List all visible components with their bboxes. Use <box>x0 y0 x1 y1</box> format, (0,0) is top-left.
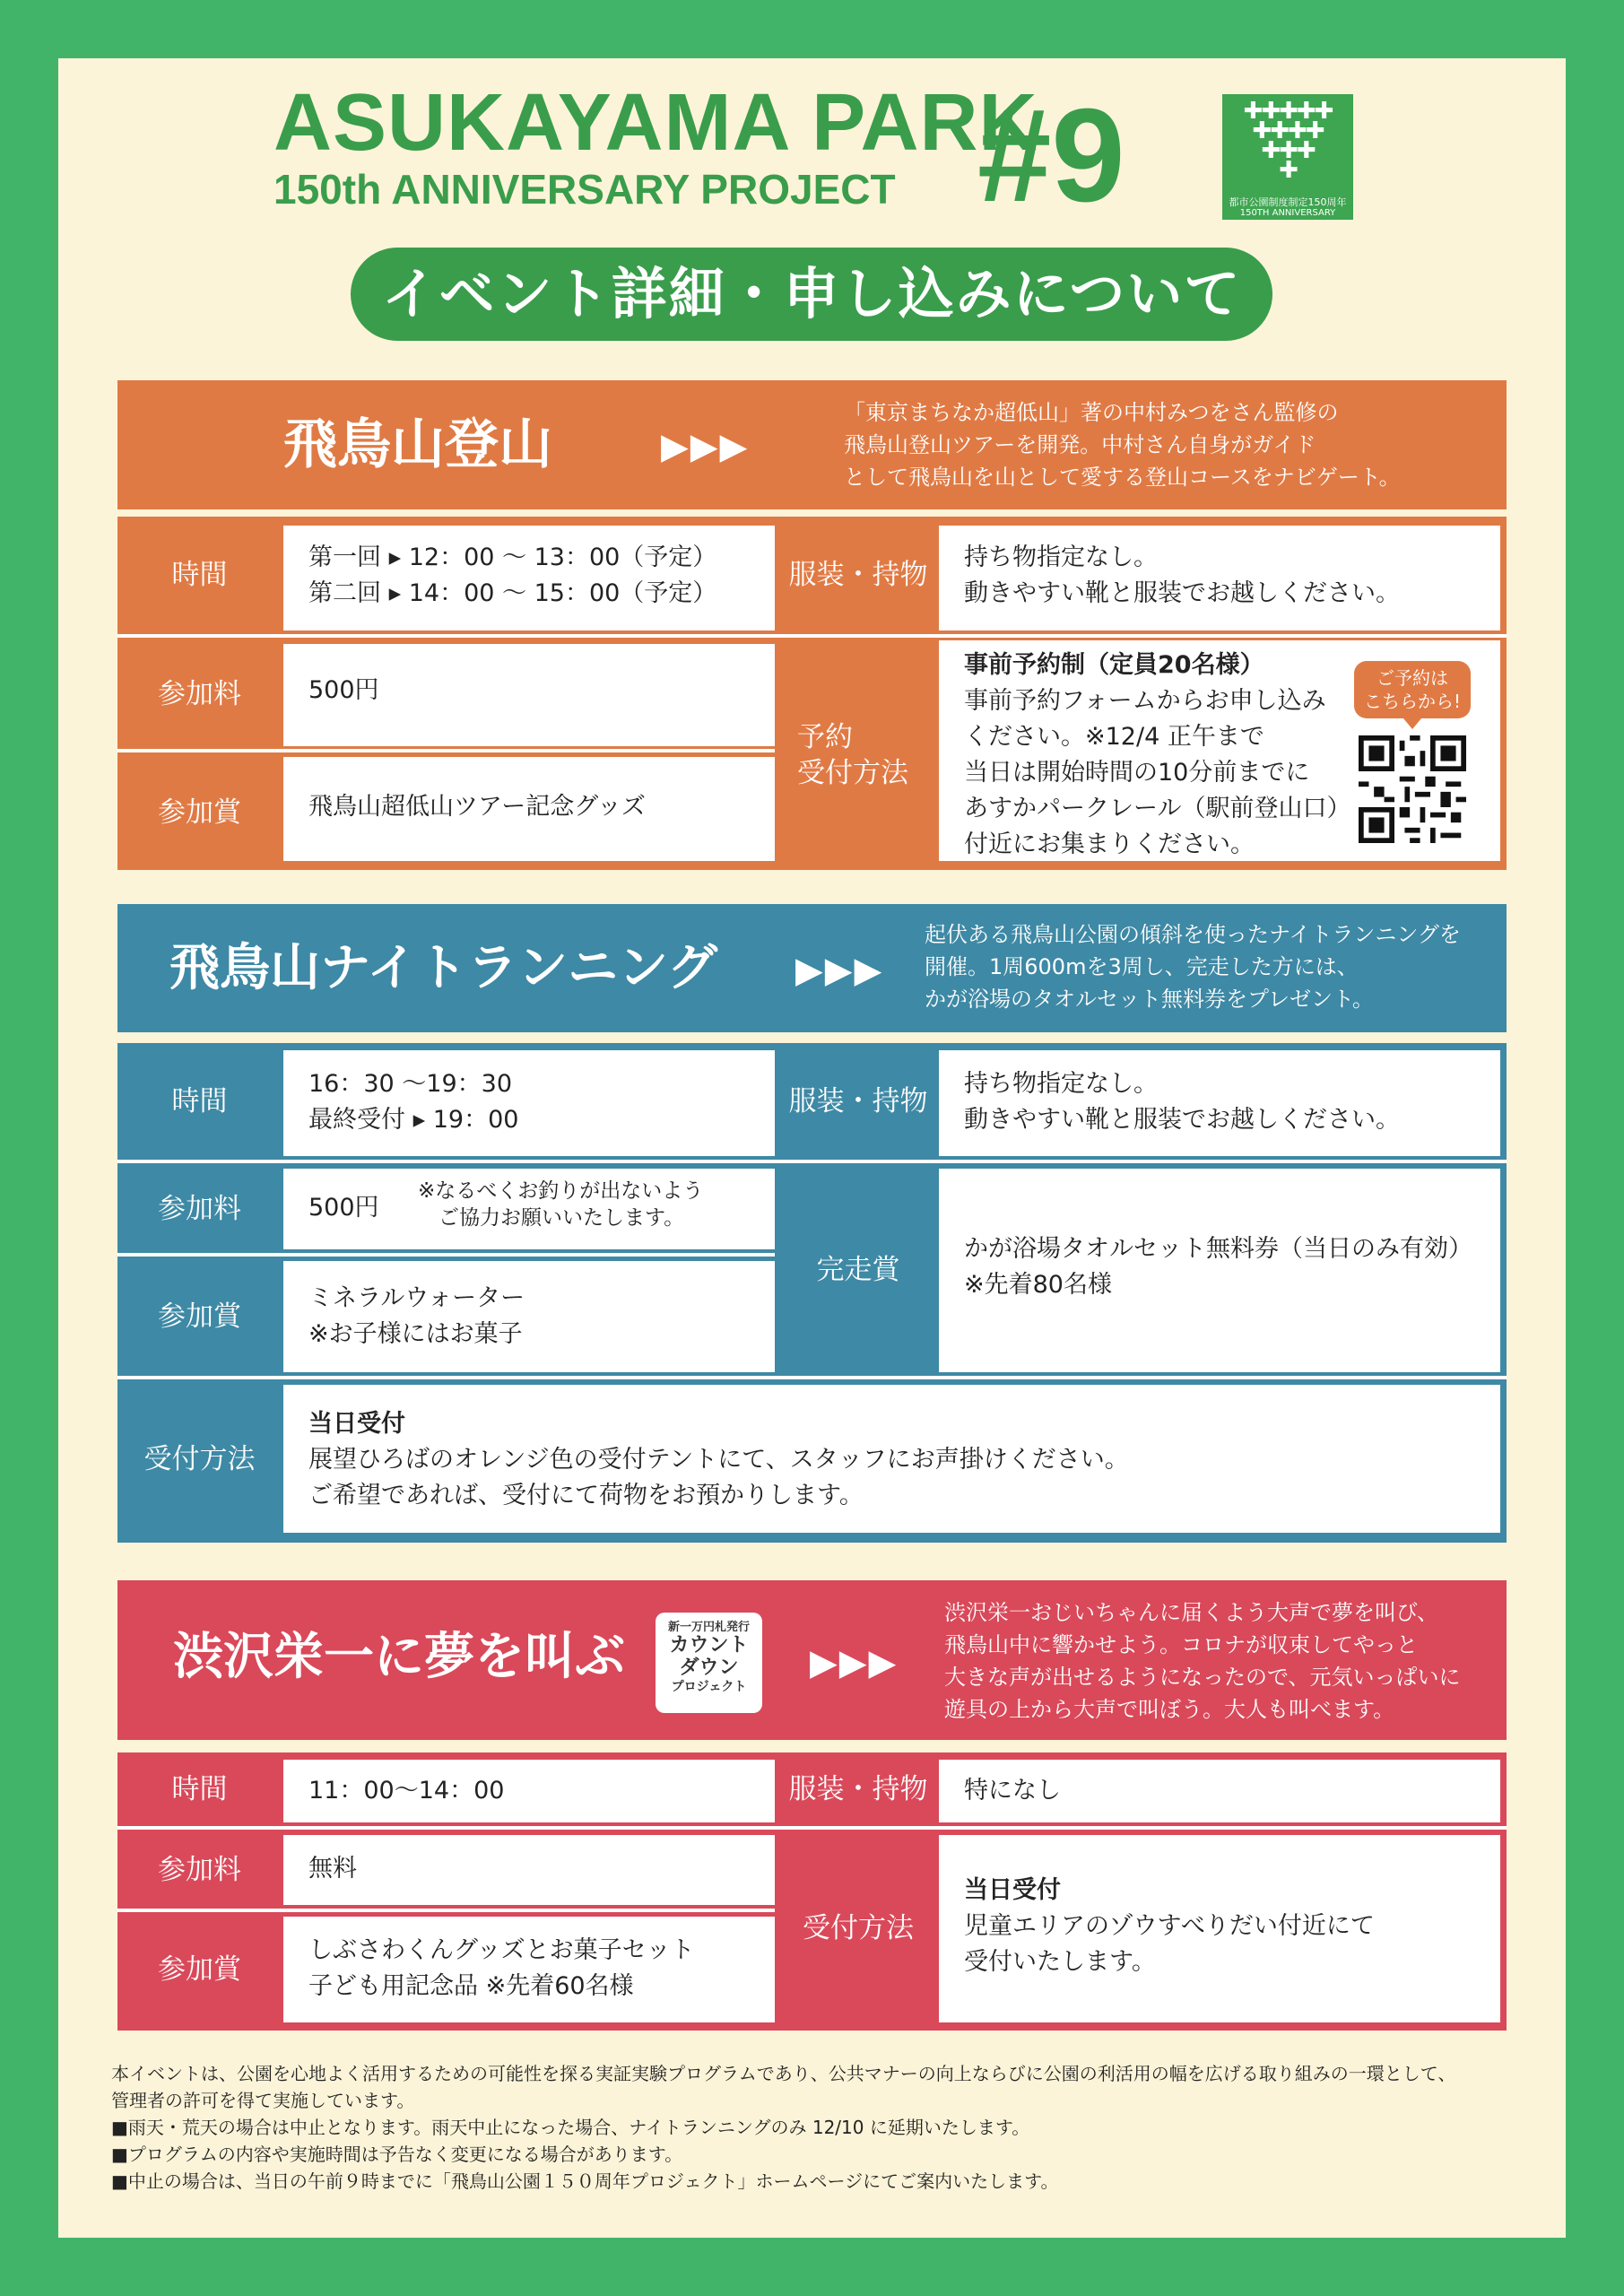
note-line: 本イベントは、公園を心地よく活用するための可能性を探る実証実験プログラムであり、公共マナーの向上ならびに公園の利活用の幅を広げる取り組みの一環として、 <box>111 2063 1456 2084</box>
note-line: ■プログラムの内容や実施時間は予告なく変更になる場合があります。 <box>111 2144 683 2165</box>
row-divider <box>117 634 1507 638</box>
dress-label: 服装・持物 <box>788 559 928 591</box>
row-divider <box>117 1253 775 1257</box>
cross-pattern-icon: ✚✚✚✚✚ ✚✚✚✚ ✚✚✚ ✚ <box>1243 98 1333 184</box>
time-value: 第一回 ▸ 12：00 〜 13：00（予定） 第二回 ▸ 14：00 〜 15：00（予定） <box>283 526 775 631</box>
project-subtitle: 150th ANNIVERSARY PROJECT <box>274 166 896 213</box>
prize-value: ミネラルウォーター ※お子様にはお菓子 <box>283 1261 775 1372</box>
arrow-right-icon: ▶▶▶ <box>661 426 750 467</box>
row-divider <box>117 749 775 752</box>
countdown-project-logo: 新一万円札発行 カウント ダウン プロジェクト <box>656 1613 762 1713</box>
fee-label: 参加料 <box>158 1854 241 1886</box>
prize-label: 参加賞 <box>158 1300 241 1333</box>
finish-value: かが浴場タオルセット無料券（当日のみ有効） ※先着80名様 <box>939 1169 1500 1372</box>
fee-label: 参加料 <box>158 678 241 710</box>
note-line: ■中止の場合は、当日の午前９時までに「飛鳥山公園１５０周年プロジェクト」ホームページにてご案内いたします。 <box>111 2170 1059 2192</box>
dress-label: 服装・持物 <box>788 1085 928 1118</box>
dress-label: 服装・持物 <box>788 1773 928 1805</box>
row-divider <box>117 1376 1507 1379</box>
time-label: 時間 <box>171 559 228 591</box>
logo-text-en: 150TH ANNIVERSARY <box>1239 208 1336 218</box>
event-header-night-running <box>117 904 1507 1032</box>
issue-number: #9 <box>977 82 1125 230</box>
dress-value: 特になし <box>939 1760 1500 1822</box>
time-value: 16：30 〜19：30 最終受付 ▸ 19：00 <box>283 1050 775 1156</box>
dress-value: 持ち物指定なし。 動きやすい靴と服装でお越しください。 <box>939 1050 1500 1156</box>
event-description: 渋沢栄一おじいちゃんに届くよう大声で夢を叫び、 飛鳥山中に響かせよう。コロナが収束してやっと 大きな声が出せるようになったので、元気いっぱいに 遊具の上から大声で叫ぼう。大人も叫べます。 <box>944 1600 1461 1722</box>
reserve-label: 予約 受付方法 <box>797 721 908 789</box>
event-header-climbing <box>117 380 1507 509</box>
row-divider <box>117 1909 775 1912</box>
event-table-night-running <box>117 1043 1507 1543</box>
note-line: ■雨天・荒天の場合は中止となります。雨天中止になった場合、ナイトランニングのみ 12/10 に延期いたします。 <box>111 2117 1030 2138</box>
reserve-value: 事前予約制（定員20名様） 事前予約フォームからお申し込み ください。※12/4 正午まで 当日は開始時間の10分前までに あすかパークレール（駅前登山口） 付近にお集まりください。 <box>939 640 1500 861</box>
footer-notes <box>111 2060 1519 2195</box>
arrow-right-icon: ▶▶▶ <box>810 1642 899 1683</box>
recv-value: 当日受付 展望ひろばのオレンジ色の受付テントにて、スタッフにお声掛けください。 ご希望であれば、受付にて荷物をお預かりします。 <box>283 1385 1500 1533</box>
arrow-right-icon: ▶▶▶ <box>795 950 884 991</box>
note-line: 管理者の許可を得て実施しています。 <box>111 2090 415 2111</box>
recv-label: 受付方法 <box>803 1912 914 1944</box>
park-title: ASUKAYAMA PARK <box>274 78 1038 168</box>
event-title: 飛鳥山ナイトランニング <box>169 939 717 997</box>
row-divider <box>117 1826 1507 1830</box>
anniversary-logo <box>1222 94 1353 220</box>
time-value: 11：00〜14：00 <box>283 1760 775 1822</box>
event-header-shout-dream <box>117 1580 1507 1740</box>
prize-label: 参加賞 <box>158 1953 241 1986</box>
time-label: 時間 <box>171 1085 228 1118</box>
finish-label: 完走賞 <box>816 1254 900 1286</box>
event-table-climbing <box>117 517 1507 870</box>
event-description: 起伏ある飛鳥山公園の傾斜を使ったナイトランニングを 開催。1周600mを3周し、完走した方には、 かが浴場のタオルセット無料券をプレゼント。 <box>925 922 1461 1012</box>
recv-label: 受付方法 <box>143 1443 256 1475</box>
section-banner: イベント詳細・申し込みについて <box>351 248 1272 341</box>
dress-value: 持ち物指定なし。 動きやすい靴と服装でお越しください。 <box>939 526 1500 631</box>
event-description: 「東京まちなか超低山」著の中村みつをさん監修の 飛鳥山登山ツアーを開発。中村さん自身がガイド として飛鳥山を山として愛する登山コースをナビゲート。 <box>844 400 1401 490</box>
fee-value: 無料 <box>283 1835 775 1905</box>
prize-value: 飛鳥山超低山ツアー記念グッズ <box>283 757 775 861</box>
event-title: 渋沢栄一に夢を叫ぶ <box>173 1628 625 1686</box>
time-label: 時間 <box>171 1773 228 1805</box>
fee-label: 参加料 <box>158 1193 241 1225</box>
fee-value: 500円 <box>283 644 775 746</box>
prize-label: 参加賞 <box>158 796 241 829</box>
prize-value: しぶさわくんグッズとお菓子セット 子ども用記念品 ※先着60名様 <box>283 1917 775 2022</box>
event-table-shout-dream <box>117 1752 1507 2031</box>
qr-code-icon[interactable] <box>1359 735 1466 843</box>
logo-text-jp: 都市公園制度制定150周年 <box>1229 196 1347 208</box>
reserve-here-badge: ご予約は こちらから! <box>1354 661 1471 718</box>
event-title: 飛鳥山登山 <box>283 413 552 476</box>
row-divider <box>117 1160 1507 1163</box>
recv-value: 当日受付 児童エリアのゾウすべりだい付近にて 受付いたします。 <box>939 1835 1500 2022</box>
fee-value: 500円 ※なるべくお釣りが出ないよう ご協力お願いいたします。 <box>283 1169 775 1249</box>
